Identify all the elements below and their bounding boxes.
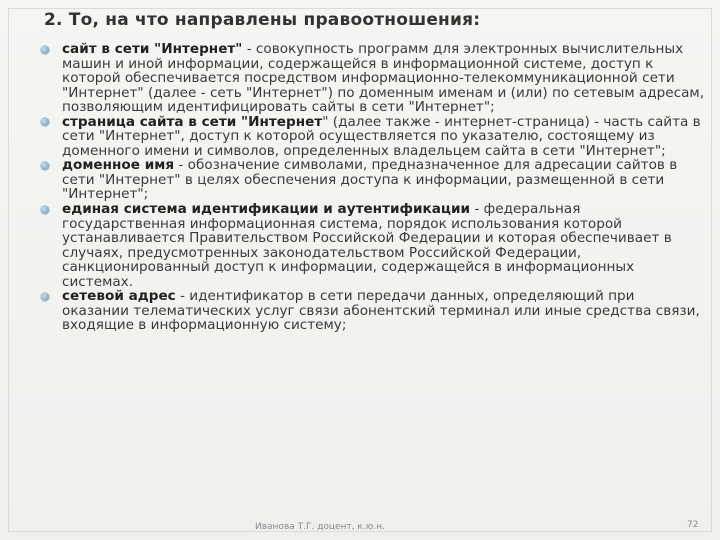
list-item xyxy=(14,42,704,115)
bullet-icon xyxy=(41,206,49,214)
bullet-icon xyxy=(41,118,49,126)
bullet-icon xyxy=(41,46,49,54)
page-number: 72 xyxy=(687,520,699,530)
footer-author: Иванова Т.Г. доцент, к.ю.н. xyxy=(255,522,385,532)
definitions-list xyxy=(14,42,704,333)
item-text: - идентификатор в сети передачи данных, определяющий при оказании телематических услуг связи абонентский терминал или иные средства связи, входящие в информационную систему; xyxy=(62,288,700,334)
list-item xyxy=(14,158,704,202)
list-item xyxy=(14,115,704,159)
item-term: единая система идентификации и аутентификации xyxy=(62,201,471,218)
item-text: - федеральная государственная информационная система, порядок использования которой устанавливается Правительством Российской Федерации и которая обеспечивает в случаях, предусмотренных законодательством Российской Федерации, санкционированный доступ к информации, содержащейся в информационных системах. xyxy=(62,201,672,290)
item-text: - совокупность программ для электронных вычислительных машин и иной информации, содержащейся в информационной системе, доступ к которой обеспечивается посредством информационно-телекоммуникационной сети "Интернет" (далее - сеть "Интернет") по доменным именам и (или) по сетевым адресам, позволяющим идентифицировать сайты в сети "Интернет"; xyxy=(62,41,705,116)
bullet-icon xyxy=(41,293,49,301)
item-text: " (далее также - интернет-страница) - часть сайта в сети "Интернет", доступ к которой осуществляется по указателю, состоящему из доменного имени и символов, определенных владельцем сайта в сети "Интернет"; xyxy=(62,113,701,159)
bullet-icon xyxy=(41,162,49,170)
item-term: сайт в сети "Интернет" xyxy=(62,41,243,57)
item-term: страница сайта в сети "Интернет xyxy=(62,113,323,130)
item-text: - обозначение символами, предназначенное для адресации сайтов в сети "Интернет" в целях обеспечения доступа к информации, размещенной в сети "Интернет"; xyxy=(62,157,678,203)
item-term: доменное имя xyxy=(62,157,175,174)
slide-title: 2. То, на что направлены правоотношения: xyxy=(44,10,481,30)
list-item xyxy=(14,202,704,289)
item-term: сетевой адрес xyxy=(62,288,176,305)
list-item xyxy=(14,289,704,333)
